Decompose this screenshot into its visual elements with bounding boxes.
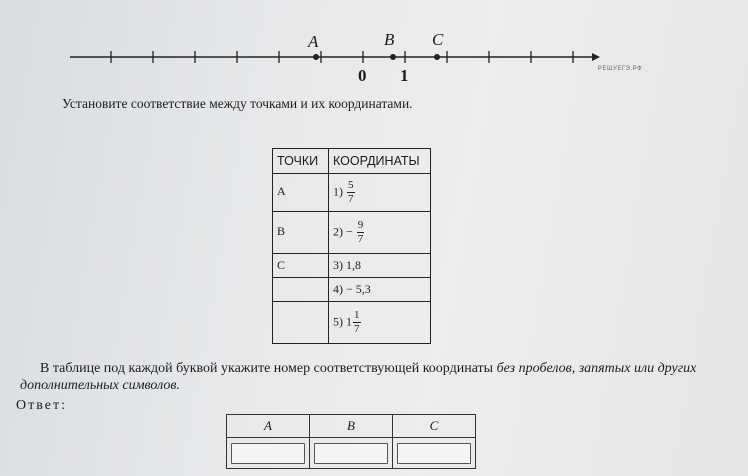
tick-label-one: 1 xyxy=(400,66,409,85)
point-c-marker xyxy=(434,54,440,60)
point-a-label: A xyxy=(308,32,319,51)
table-cell-coordinate: 5) 1 $\frac{1}{7}$ xyxy=(329,302,431,344)
point-a-marker xyxy=(313,54,319,60)
point-c-label: C xyxy=(432,30,444,49)
table-row xyxy=(273,278,431,302)
table-cell-point: В xyxy=(273,212,329,254)
table-cell-point: А xyxy=(273,174,329,212)
table-cell-point xyxy=(273,302,329,344)
point-b-marker xyxy=(390,54,396,60)
answer-input-c[interactable] xyxy=(397,443,471,464)
table-cell-point: С xyxy=(273,254,329,278)
table-row xyxy=(273,212,431,254)
point-b-label: B xyxy=(384,30,395,49)
table-row xyxy=(273,302,431,344)
task-text: Установите соответствие между точками и их координатами. xyxy=(62,96,413,111)
table-row xyxy=(273,174,431,212)
table-cell-coordinate: 3) 1,8 xyxy=(329,254,431,278)
number-line xyxy=(0,0,748,100)
watermark: РЕШУЕГЭ.РФ xyxy=(598,66,643,72)
table-cell-coordinate: 4) − 5,3 xyxy=(329,278,431,302)
answer-input-a[interactable] xyxy=(231,443,305,464)
table-cell-coordinate: 2) − $\frac{9}{7}$ xyxy=(329,212,431,254)
answer-label: Ответ: xyxy=(16,398,67,413)
table-header-coordinates: КООРДИНАТЫ xyxy=(329,149,431,174)
table-header-points: ТОЧКИ xyxy=(273,149,329,174)
number-line-arrow xyxy=(592,53,600,61)
answer-table xyxy=(226,414,476,469)
answer-header-b: В xyxy=(310,415,393,438)
table-cell-point xyxy=(273,278,329,302)
matching-table xyxy=(272,148,431,344)
answer-input-b[interactable] xyxy=(314,443,388,464)
answer-header-c: С xyxy=(393,415,476,438)
instruction-text: В таблице под каждой буквой укажите номер соответствующей координаты без пробелов, запятых или других дополнительных символов. xyxy=(20,361,697,393)
table-cell-coordinate: 1) $\frac{5}{7}$ xyxy=(329,174,431,212)
tick-label-zero: 0 xyxy=(358,66,367,85)
answer-header-a: А xyxy=(227,415,310,438)
table-row xyxy=(273,254,431,278)
